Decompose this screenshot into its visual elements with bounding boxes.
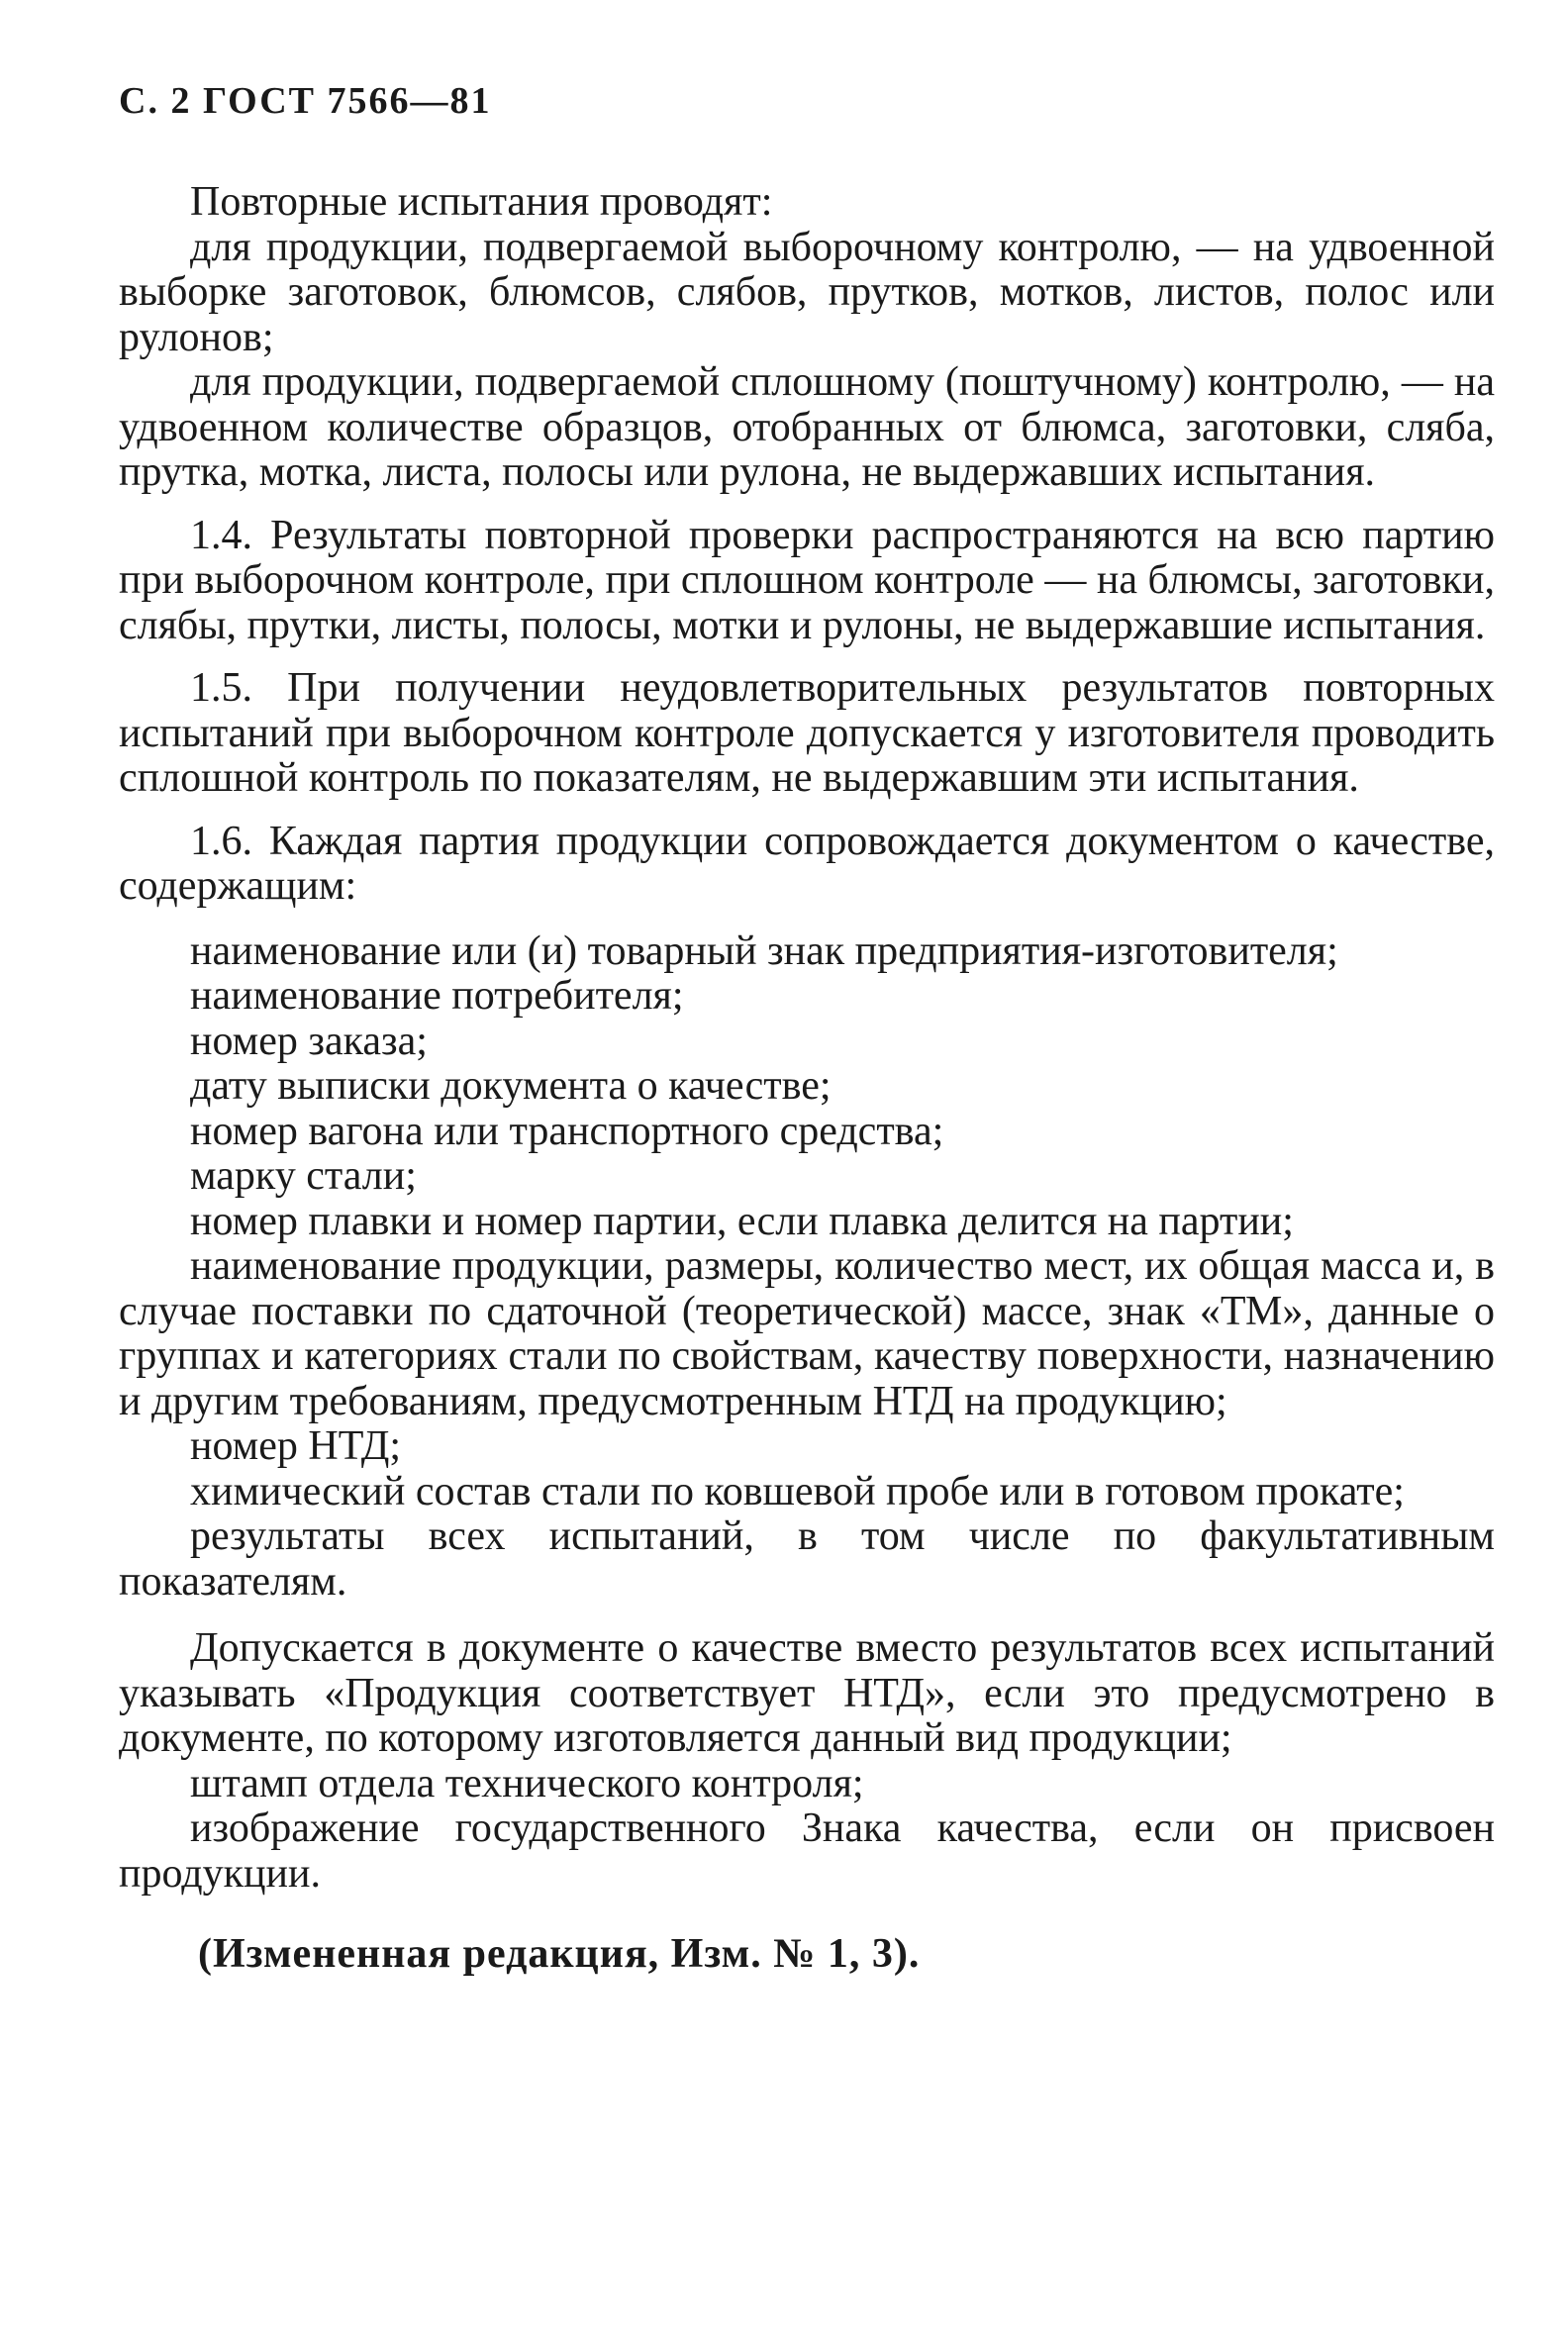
section-1-5: 1.5. При получении неудовлетворительных результатов повторных испытаний при выборочном контроле допускается у изготовителя проводить сплошной контроль по показателям, не выдержавшим эти испытания. xyxy=(119,665,1495,801)
list-item: номер вагона или транспортного средства; xyxy=(190,1108,944,1154)
list-item: номер заказа; xyxy=(190,1018,428,1064)
list-item: изображение государственного Знака качества, если он присвоен продукции. xyxy=(119,1805,1495,1897)
intro-item-2: для продукции, подвергаемой сплошному (поштучному) контролю, — на удвоенном количестве образцов, отобранных от блюмса, заготовки, сляба, прутка, мотка, листа, полосы или рулона, не выдержавших испытания. xyxy=(119,359,1495,495)
list-item: штамп отдела технического контроля; xyxy=(190,1760,864,1806)
list-item: результаты всех испытаний, в том числе по факультативным показателям. xyxy=(119,1513,1495,1605)
list-item: марку стали; xyxy=(190,1153,417,1199)
list-item: номер НТД; xyxy=(190,1423,402,1469)
list-item: химический состав стали по ковшевой пробе или в готовом прокате; xyxy=(190,1468,1405,1514)
allowance-paragraph: Допускается в документе о качестве вместо результатов всех испытаний указывать «Продукция соответствует НТД», если это предусмотрено в документе, по которому изготовляется данный вид продукции; xyxy=(119,1625,1495,1761)
page-header: С. 2 ГОСТ 7566—81 xyxy=(119,80,492,122)
list-item: дату выписки документа о качестве; xyxy=(190,1063,832,1109)
amendment-note: (Измененная редакция, Изм. № 1, 3). xyxy=(198,1931,921,1977)
section-1-4: 1.4. Результаты повторной проверки распространяются на всю партию при выборочном контроле, при сплошном контроле — на блюмсы, заготовки, слябы, прутки, листы, полосы, мотки и рулоны, не выдержавшие испытания. xyxy=(119,512,1495,648)
list-item: наименование или (и) товарный знак предприятия-изготовителя; xyxy=(190,927,1338,974)
quality-document-contents-list xyxy=(119,929,1495,1606)
intro-item-1: для продукции, подвергаемой выборочному контролю, — на удвоенной выборке заготовок, блюмсов, слябов, прутков, мотков, листов, полос или рулонов; xyxy=(119,224,1495,360)
list-item: номер плавки и номер партии, если плавка делится на партии; xyxy=(190,1198,1294,1244)
document-body xyxy=(119,180,1495,1978)
list-item: наименование продукции, размеры, количество мест, их общая масса и, в случае поставки по сдаточной (теоретической) массе, знак «ТМ», данные о группах и категориях стали по свойствам, качеству поверхности, назначению и другим требованиям, предусмотренным НТД на продукцию; xyxy=(119,1243,1495,1424)
section-1-6: 1.6. Каждая партия продукции сопровождается документом о качестве, содержащим: xyxy=(119,818,1495,909)
list-item: наименование потребителя; xyxy=(190,973,684,1019)
intro-heading: Повторные испытания проводят: xyxy=(190,179,773,225)
